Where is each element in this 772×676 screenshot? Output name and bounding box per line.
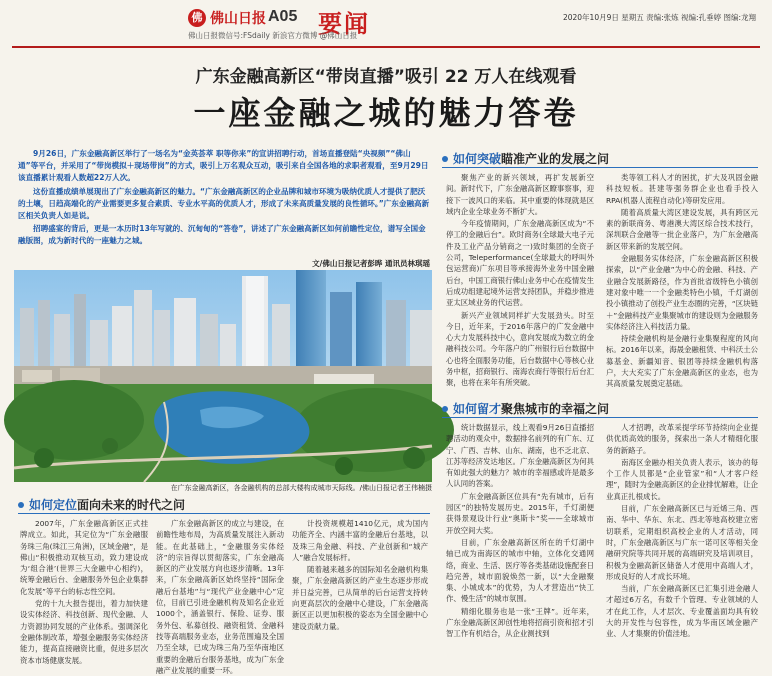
paragraph: 类等领工科人才的困扰，扩大及巩固金融科技短板。甚建等强务群企业也看手投入RPA(机器人流程自动化)等研发应用。 bbox=[606, 173, 758, 205]
paragraph: 随着越来越多的国际知名金融机构集聚，广东金融高新区的产业生态逐步形成并日益完善，已从简单的后台运营支持转向更高层次的金融中心建设，广东金融高新区正以更加积极的姿态为全国金融中心建设贡献力量。 bbox=[292, 565, 428, 631]
section-title: 瞄准产业的发展之问 bbox=[501, 152, 610, 166]
paragraph: 人才招聘，改革采提学环节持续向企业提供优质高效的服务，探索出一条人才精细化服务的新路子。 bbox=[606, 423, 758, 455]
section-rule bbox=[442, 417, 758, 418]
paragraph: 金融服务实体经济，广东金融高新区积极探索，以“产业金融”为中心的金融、科技、产业融合发展新路径，作为首批省级特色小镇创建对象中唯一一个金融类特色小镇，千灯湖创投小镇推动了创投产业生态圈的完善，“区块链＋”金融科技产业集聚城市的建设则为金融服务实体经济注入科技活力量。 bbox=[606, 254, 758, 331]
section-title: 聚焦城市的幸福之问 bbox=[501, 402, 610, 416]
paragraph: 聚焦产业的新兴领域，再扩发展新空间。新时代下，广东金融高新区瞭事察事，迎接下一波风口的来临。其中重要的体现就是区域内企业全球业务不断扩大。 bbox=[446, 173, 594, 216]
paper-name: 佛山日报 bbox=[210, 11, 266, 27]
article-byline: 文/佛山日报记者彭晔 通讯员林琪瑶 bbox=[312, 259, 430, 268]
paragraph: 新兴产业领域同样扩大发展劲头。时至今日，近年来，于2016年落户的广发金融中心大力发展科技中心，意向发展成为数立的金融科技公司。今年落户的广州银行后台数据中心也将全面服务功能，后台数据中心等核心业务中枢，招商银行、南海农商行等银行后台汇聚，也将在来年有所突破。 bbox=[446, 310, 594, 388]
intro-paragraph: 这份直播成绩单展现出了广东金融高新区的魅力。“广东金融高新区的企业品牌和城市环境为吸纳优质人才提供了肥沃的土壤，日趋高端化的产业需要更多复合素质、专业水平高的优质人才，形成了未来高质量发展的良性循环。”广东金融高新区相关负责人如是说。 bbox=[18, 186, 430, 221]
section-lead: 如何留才 bbox=[453, 402, 502, 416]
paragraph: 广东金融高新区位具有“先有城市，后有园区”的独特发展历史。2015年，千灯湖便获得景观设计行业“奥斯卡”奖——全球城市开放空间大奖。 bbox=[446, 491, 594, 535]
article-kicker: 广东金融高新区“带岗直播”吸引 22 万人在线观看 bbox=[195, 67, 577, 87]
paragraph: 党的十九大报告提出，着力加快建设实体经济、科技创新、现代金融、人力资源协同发展的产业体系。强调深化金融体制改革，增强金融服务实体经济能力，提高直接融资比重，促进多层次资本市场健康发展。 bbox=[20, 599, 148, 665]
paragraph: 今年疫情期间，广东金融高新区成为“不停工的金融后台”。欧时商务(全球最大电子元件及工业产品分销商之一)致时集团的全资子公司，Teleperformance(全球最大的呼叫外包运营商)广东项目等承接海外业务中国金融后台，中国工商银行佛山业务中心在疫情发生后成功组建起境外运营支持团队，并稳步推进亚太区域业务的代运营。 bbox=[446, 219, 594, 308]
paragraph: 随着高质量大湾区建设发展，具有跨区元素的新联商务、粤港澳大湾区综合技术技行，深圳联合金融等一批企业落户，为广东金融高新区带来新的发展空间。 bbox=[606, 207, 758, 251]
section-head-breakthrough bbox=[442, 150, 609, 167]
paragraph: 南海区金融办相关负责人表示，该办的每个工作人员都是“企业管家”和“人才客户经理”，随时为金融高新区的企业排忧解难，让企业真正扎根成长。 bbox=[606, 457, 758, 501]
section-name: 要闻 bbox=[318, 9, 370, 38]
article-column bbox=[446, 422, 594, 648]
paragraph: 目前，广东金融高新区已与近烯三角、西南、华中、华东、东北、西北等地高校建立密切联系，定期组织高校企业的人才活动，同时，广东金融高新区与广东一诺可区等相关金融研究院等共同开展的高端研究及培训项目，积极为金融高新区储备人才使用中高端人才，形成良好的人才成长环境。 bbox=[606, 504, 758, 581]
section-bullet-icon bbox=[442, 406, 448, 412]
paragraph: 当前，广东金融高新区已汇集引进金融人才超过6万名，有数千个管理、专业领域的人才在此工作，人才层次、专业覆盖面均具有较大的开发性与包容性，成为华南区域金融产业、人才集聚的价值洼地。 bbox=[606, 584, 758, 639]
page-number: A05 bbox=[268, 8, 298, 25]
article-column bbox=[606, 422, 758, 648]
section-rule bbox=[18, 513, 430, 514]
paragraph: 精细化服务也是一张“王牌”。近年来，广东金融高新区卸创性地将招商引资和招才引智工作有机结合，从企业测找到 bbox=[446, 606, 594, 639]
article-headline: 一座金融之城的魅力答卷 bbox=[193, 94, 579, 132]
intro-paragraph: 招聘盛宴的背后，更是一本历时13年写就的、沉甸甸的“答卷”，讲述了广东金融高新区如何前瞻性定位，谱写全国金融版图，成为新时代的一座魅力之城。 bbox=[18, 224, 426, 246]
article-intro bbox=[18, 148, 430, 252]
paragraph: 计投资规模超1410亿元，成为国内功能齐全、内涵丰富的金融后台基地，以及珠三角金融、科技、产业创新和“城产人”融合发展标杆。 bbox=[292, 519, 428, 562]
article-column bbox=[606, 172, 758, 389]
section-head-talent bbox=[442, 400, 609, 417]
article-column bbox=[20, 518, 148, 665]
dateline: 2020年10月9日 星期五 责编:张炼 视编:孔垂婷 图编:龙翔 bbox=[562, 13, 756, 22]
social-accounts-line: 佛山日报微信号:FSdaily 新浪官方微博 @佛山日报 bbox=[188, 31, 358, 40]
paragraph: 统计数据显示，线上观看9月26日直播招聘活动的观众中，数据排名前列的有广东、辽宁、广西、吉林、山东、湖南，也不乏北京、江苏等经济发达地区。广东金融高新区为何具有如此强大的魅力？城市的幸福感或许是最多人认同的答案。 bbox=[446, 423, 594, 489]
section-bullet-icon bbox=[442, 156, 448, 162]
photo-caption: 在广东金融高新区，各金融机构的总部大楼构成城市天际线。/佛山日报记者王伟楠摄 bbox=[170, 484, 432, 492]
section-lead: 如何突破 bbox=[453, 152, 502, 166]
section-rule bbox=[442, 167, 758, 168]
article-column bbox=[292, 518, 428, 648]
page-header bbox=[12, 6, 760, 48]
paragraph: 2007年，广东金融高新区正式挂牌成立。如此，其定位为“广东金融服务珠三角(珠江三角洲)，区域金融”，是佛山“积极推动双核互动，致力建设成为‘组合港’(世界三大金融中心相约)，统筹金融后台、金融服务外包企业集群化发展”等平台的标志性空间。 bbox=[20, 519, 148, 596]
section-lead: 如何定位 bbox=[29, 498, 78, 512]
article-column bbox=[156, 518, 284, 675]
logo-mark-icon: 佛 bbox=[188, 9, 206, 27]
section-bullet-icon bbox=[18, 502, 24, 508]
paragraph: 目前，广东金融高新区所在的千灯湖中轴已成为南海区的城市中轴，立体化交通网络，商业、生活、医疗等各类基础设施配套日趋完善，城市面貌焕然一新，以“大金融聚集、小城成本”的优势，为人才营造出“快工作、慢生活”的城市氛围。 bbox=[446, 537, 594, 604]
newspaper-logo bbox=[188, 8, 266, 28]
section-title: 面向未来的时代之问 bbox=[77, 498, 186, 512]
intro-paragraph: 9月26日，广东金融高新区举行了一场名为“金英荟萃 职等你来”的宣讲招聘行动，首场直播登陆“央视频”“佛山通”等平台，并采用了“带岗模拟＋现场带岗”的方式，吸引上万名观众互动，吸引来自全国各地的求职者观看，至9月29日该直播累计观看人数超22万人次。 bbox=[18, 149, 429, 183]
skyline-photo bbox=[14, 270, 432, 482]
section-head-positioning bbox=[18, 496, 185, 513]
paragraph: 广东金融高新区的成立与建设，在前瞻性地布局，为高质量发展注入新动能。在此基础上，“金融服务实体经济”的宗旨得以贯彻落实，广东金融高新区的产业发展方向也逐步清晰。13年来，广东金融高新区始终坚持“国际金融后台基地”与“现代产业金融中心”定位，目前已引进金融机构及知名企业近1000个，涵盖银行、保险、证券、服务外包、私募创投、融资租赁、金融科技等高端服务业态，业务范围遍及全国乃至全球，已成为珠三角乃至华南地区重要的金融后台服务基地，成为广东金融产业发展的重要一环。 bbox=[156, 519, 284, 675]
paragraph: 持续金融机构是金融行业集聚程度的风向标。2016年以来，海晟金融租赁、中科沃土公募基金、新疆知音、银团等持续金融机构落户，大大充实了广东金融高新区的业态，也为其高质量发展奠定基础。 bbox=[606, 334, 758, 389]
article-column bbox=[446, 172, 594, 388]
